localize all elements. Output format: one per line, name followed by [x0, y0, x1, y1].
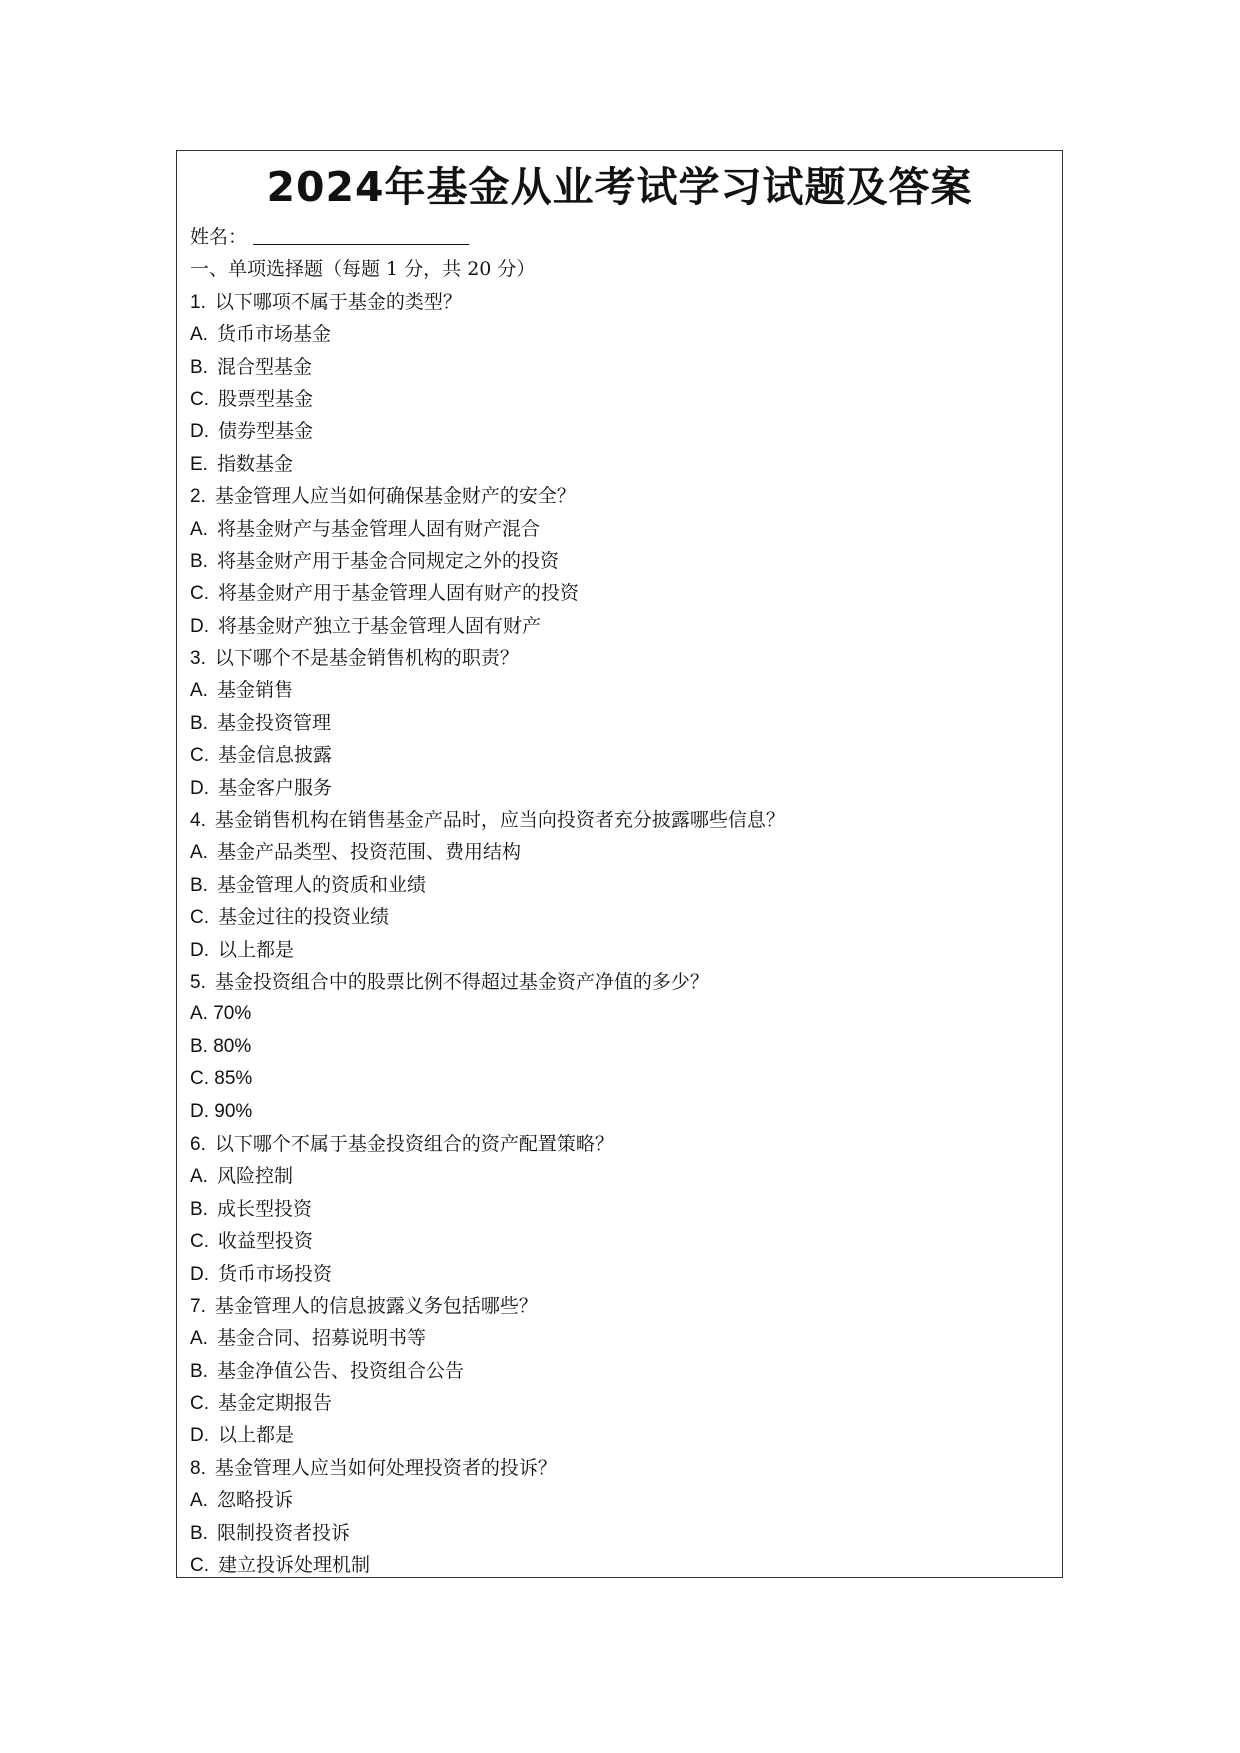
question-text: 基金管理人应当如何处理投资者的投诉？: [214, 1456, 557, 1479]
option-text: 基金产品类型、投资范围、费用结构: [216, 841, 521, 864]
option-label: C.: [190, 1393, 209, 1415]
option-text: 将基金财产用于基金管理人固有财产的投资: [218, 582, 580, 605]
option-text: 基金定期报告: [218, 1392, 333, 1415]
question-7: [190, 1290, 1052, 1322]
question-text: 以下哪个不是基金销售机构的职责？: [214, 647, 519, 670]
option-label: A.: [190, 1003, 208, 1025]
option-text: 指数基金: [216, 452, 293, 475]
option: [190, 1419, 1052, 1451]
question-number: 1.: [190, 291, 206, 313]
option-text: 成长型投资: [216, 1197, 312, 1220]
question-number: 7.: [190, 1295, 206, 1317]
question-text: 以下哪项不属于基金的类型？: [214, 290, 462, 313]
document-frame: [176, 150, 1063, 1578]
question-text: 基金销售机构在销售基金产品时，应当向投资者充分披露哪些信息？: [214, 809, 785, 832]
option-label: B.: [190, 550, 208, 572]
option-label: D.: [190, 1263, 209, 1285]
option-text: 将基金财产用于基金合同规定之外的投资: [216, 549, 559, 572]
option-text: 将基金财产独立于基金管理人固有财产: [218, 614, 542, 637]
option-label: D.: [190, 1425, 209, 1447]
option-label: A.: [190, 1166, 208, 1188]
option-text: 货币市场基金: [216, 323, 331, 346]
question-number: 4.: [190, 810, 206, 832]
option-text: 以上都是: [218, 1424, 295, 1447]
question-number: 3.: [190, 648, 206, 670]
option-text: 基金投资管理: [216, 711, 331, 734]
option: [190, 415, 1052, 447]
option: [190, 674, 1052, 706]
option-text: 基金净值公告、投资组合公告: [216, 1359, 464, 1382]
option-label: B.: [190, 712, 208, 734]
option-label: B.: [190, 1522, 208, 1544]
option-label: D.: [190, 421, 209, 443]
option-text: 70%: [213, 1003, 252, 1025]
option-label: A.: [190, 842, 208, 864]
option: [190, 513, 1052, 545]
question-6: [190, 1128, 1052, 1160]
option-text: 建立投诉处理机制: [218, 1554, 371, 1577]
question-text: 基金管理人应当如何确保基金财产的安全？: [214, 485, 576, 508]
option-label: C.: [190, 745, 209, 767]
option-text: 债券型基金: [218, 420, 314, 443]
document-title: 2024年基金从业考试学习试题及答案: [266, 163, 973, 211]
option-text: 货币市场投资: [218, 1262, 333, 1285]
option: [190, 772, 1052, 804]
option-label: E.: [190, 453, 208, 475]
option-label: B.: [190, 874, 208, 896]
option-label: C.: [190, 583, 209, 605]
option: [190, 383, 1052, 415]
option-text: 基金过往的投资业绩: [218, 906, 390, 929]
question-number: 6.: [190, 1133, 206, 1155]
option-label: C.: [190, 1231, 209, 1253]
option-text: 基金信息披露: [218, 744, 333, 767]
option: [190, 998, 1052, 1030]
option: [190, 1225, 1052, 1257]
option: [190, 1160, 1052, 1192]
option: [190, 1549, 1052, 1581]
option: [190, 1096, 1052, 1128]
option: [190, 610, 1052, 642]
option: [190, 1258, 1052, 1290]
option-label: D.: [190, 615, 209, 637]
option-text: 90%: [214, 1100, 253, 1122]
option-label: D.: [190, 939, 209, 961]
option: [190, 1193, 1052, 1225]
option-label: C.: [190, 388, 209, 410]
question-number: 5.: [190, 971, 206, 993]
option: [190, 836, 1052, 868]
question-1: [190, 286, 1052, 318]
name-label: 姓名：: [190, 226, 248, 248]
option: [190, 934, 1052, 966]
option-label: D.: [190, 777, 209, 799]
question-8: [190, 1452, 1052, 1484]
option-text: 基金客户服务: [218, 776, 333, 799]
option: [190, 1387, 1052, 1419]
question-number: 8.: [190, 1457, 206, 1479]
option: [190, 448, 1052, 480]
option-text: 限制投资者投诉: [216, 1521, 350, 1544]
option-label: C.: [190, 907, 209, 929]
question-number: 2.: [190, 486, 206, 508]
option: [190, 1031, 1052, 1063]
question-5: [190, 966, 1052, 998]
option-label: A.: [190, 680, 208, 702]
option-text: 将基金财产与基金管理人固有财产混合: [216, 517, 540, 540]
option-label: C.: [190, 1555, 209, 1577]
document-content: [190, 221, 1052, 1581]
option: [190, 739, 1052, 771]
option-text: 基金管理人的资质和业绩: [216, 873, 426, 896]
option: [190, 545, 1052, 577]
question-text: 基金投资组合中的股票比例不得超过基金资产净值的多少？: [214, 970, 709, 993]
question-text: 以下哪个不属于基金投资组合的资产配置策略？: [214, 1132, 614, 1155]
question-2: [190, 480, 1052, 512]
option-text: 股票型基金: [218, 387, 314, 410]
option: [190, 1517, 1052, 1549]
option: [190, 577, 1052, 609]
option-label: A.: [190, 324, 208, 346]
option-label: B.: [190, 1035, 208, 1057]
option: [190, 1063, 1052, 1095]
option: [190, 1355, 1052, 1387]
option: [190, 318, 1052, 350]
option-text: 风险控制: [216, 1165, 293, 1188]
option-label: A.: [190, 518, 208, 540]
option-label: A.: [190, 1490, 208, 1512]
question-3: [190, 642, 1052, 674]
option-label: D.: [190, 1100, 209, 1122]
option-label: A.: [190, 1328, 208, 1350]
option-label: B.: [190, 1360, 208, 1382]
name-field-row: [190, 221, 1052, 253]
option: [190, 351, 1052, 383]
section-heading: 一、单项选择题（每题 1 分，共 20 分）: [190, 258, 536, 281]
option-text: 85%: [214, 1068, 253, 1090]
option-text: 基金销售: [216, 679, 293, 702]
option-text: 收益型投资: [218, 1230, 314, 1253]
option: [190, 707, 1052, 739]
option-label: B.: [190, 356, 208, 378]
option: [190, 869, 1052, 901]
option-text: 忽略投诉: [216, 1489, 293, 1512]
option-label: C.: [190, 1068, 209, 1090]
option-text: 80%: [213, 1035, 252, 1057]
option-text: 以上都是: [218, 938, 295, 961]
option: [190, 1484, 1052, 1516]
option: [190, 1322, 1052, 1354]
name-blank-line: [253, 224, 469, 245]
question-4: [190, 804, 1052, 836]
option-text: 混合型基金: [216, 355, 312, 378]
option-text: 基金合同、招募说明书等: [216, 1327, 426, 1350]
question-text: 基金管理人的信息披露义务包括哪些？: [214, 1294, 538, 1317]
option-label: B.: [190, 1198, 208, 1220]
option: [190, 901, 1052, 933]
